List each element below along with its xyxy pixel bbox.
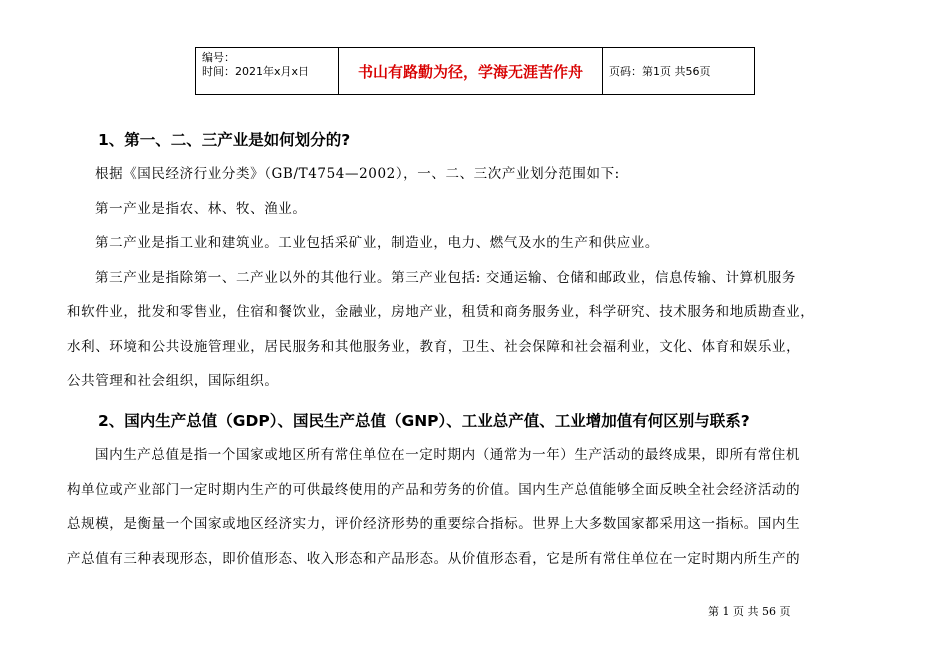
section-2-body (67, 438, 893, 576)
section-2-title: 2、国内生产总值（GDP）、国民生产总值（GNP）、工业总产值、工业增加值有何区别与联系? (98, 412, 750, 430)
header-info-cell (196, 48, 339, 94)
page-footer: 第 1 页 共 56 页 (708, 605, 791, 618)
paragraph-line: 第二产业是指工业和建筑业。工业包括采矿业，制造业，电力、燃气及水的生产和供应业。 (95, 235, 659, 251)
time-label: 时间：2021年x月x日 (202, 65, 310, 78)
paragraph-line: 第一产业是指农、林、牧、渔业。 (95, 200, 307, 217)
paragraph-line: 产总值有三种表现形态，即价值形态、收入形态和产品形态。从价值形态看，它是所有常住单位在一定时期内所生产的 (67, 550, 801, 567)
header-table (195, 47, 755, 95)
paragraph-line: 总规模，是衡量一个国家或地区经济实力，评价经济形势的重要综合指标。世界上大多数国家都采用这一指标。国内生 (67, 516, 801, 532)
paragraph-line: 根据《国民经济行业分类》（GB/T4754—2002），一、二、三次产业划分范围如下: (95, 166, 620, 182)
paragraph-line: 水利、环境和公共设施管理业，居民服务和其他服务业，教育，卫生、社会保障和社会福利业，文化、体育和娱乐业， (67, 338, 801, 355)
number-label: 编号： (202, 51, 235, 64)
paragraph-line: 和软件业，批发和零售业，住宿和餐饮业，金融业，房地产业，租赁和商务服务业，科学研究、技术服务和地质勘查业， (67, 304, 815, 320)
paragraph-line: 公共管理和社会组织，国际组织。 (67, 373, 279, 389)
section-1-body (67, 157, 893, 399)
paragraph-line: 构单位或产业部门一定时期内生产的可供最终使用的产品和劳务的价值。国内生产总值能够全面反映全社会经济活动的 (67, 481, 801, 498)
paragraph-line: 国内生产总值是指一个国家或地区所有常住单位在一定时期内（通常为一年）生产活动的最终成果，即所有常住机 (95, 447, 800, 463)
motto: 书山有路勤为径，学海无涯苦作舟 (339, 48, 603, 94)
section-1-title: 1、第一、二、三产业是如何划分的? (98, 131, 351, 149)
paragraph-line: 第三产业是指除第一、二产业以外的其他行业。第三产业包括: 交通运输、仓储和邮政业，信息传输、计算机服务 (95, 269, 796, 286)
page-code: 页码：第1页 共56页 (609, 65, 711, 78)
